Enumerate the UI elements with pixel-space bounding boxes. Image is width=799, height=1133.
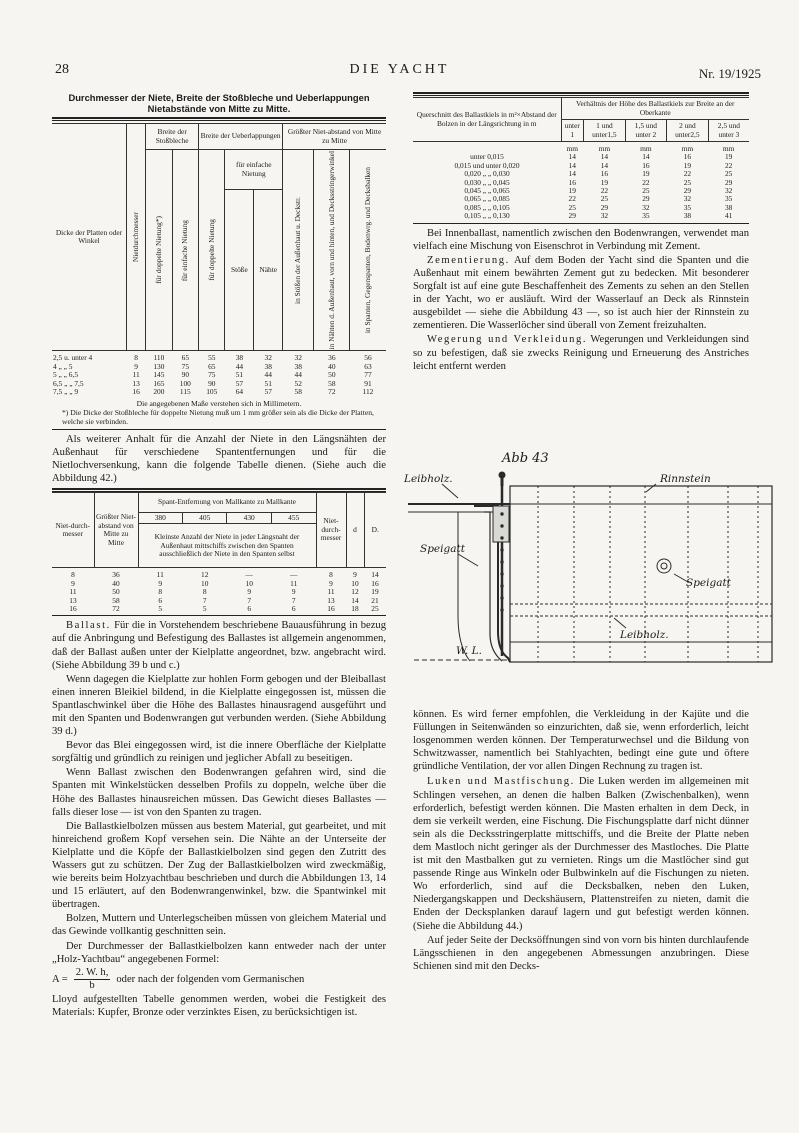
col-n1: in Stößen der Außenhaut u. Deckstr. — [283, 150, 314, 351]
col-verh: Verhältnis der Höhe des Ballastkiels zur Breite an der Oberkante — [561, 98, 749, 120]
col-quer: Querschnitt des Ballastkiels in m²×Abstand der Bolzen in der Längsrichtung in m — [413, 98, 561, 142]
running-head: DIE YACHT — [349, 62, 450, 77]
ballast-bolt-table — [413, 97, 749, 221]
table-row: 0,085 „ „ 0,105 25 29 32 35 38 — [464, 202, 733, 212]
formula: A = $\frac{2. W. h,}{b}$ oder nach der folgenden vom Germanischen — [52, 966, 305, 991]
section-head-wegerung: Wegerung und Verkleidung. — [427, 334, 588, 346]
table1-top-rule — [52, 117, 386, 121]
rivet-table — [52, 123, 386, 397]
table1-note2: *) Die Dicke der Stoßbleche für doppelte Nietung muß um 1 mm größer sein als die Dicke der Platten, welche sie verbinden. — [52, 408, 386, 430]
rivet-count-table — [52, 492, 386, 613]
label-leibholz-bottom: Leibholz. — [620, 629, 669, 641]
paragraph: können. Es wird ferner empfohlen, die Verkleidung in der Kajüte und die Füllungen in Seitenwänden so einzurichten, daß sie, wenn erforderlich, leicht losgenommen werden können. Der Temperaturwechsel und die Bildung von Schwitzwasser, namentlich bei Stahlyachten, bedingt eine gute und öftere gründliche Ventilation, der vor allen Dingen Rechnung zu tragen ist. — [413, 709, 749, 773]
table-row: 0,015 und unter 0,020 14 14 16 19 22 — [454, 160, 733, 170]
span-455: 455 — [271, 512, 316, 523]
span-430: 430 — [227, 512, 271, 523]
col-doppelte2: für doppelte Nietung — [199, 150, 225, 351]
table-row: 0,030 „ „ 0,045 16 19 22 25 29 — [464, 177, 733, 187]
figure-abb-43 — [398, 446, 781, 708]
paragraph: Bei Innenballast, namentlich zwischen den Bodenwrangen, verwendet man vielfach eine Mischung von Eisenschrot in Verbindung mit Zement. — [413, 227, 749, 252]
section-head-luken: Luken und Mastfischung. — [427, 776, 575, 788]
col-einfache: für einfache Nietung — [172, 150, 198, 351]
table3-top-rule — [413, 92, 749, 96]
col-nietdm2: Niet-durch-messer — [316, 492, 346, 567]
table-row: 0,105 „ „ 0,130 29 32 35 38 41 — [464, 211, 733, 221]
label-leibholz-top: Leibholz. — [404, 473, 453, 485]
paragraph: Auf jeder Seite der Decksöffnungen sind von vorn bis hinten durchlaufende Längsschienen in den angegebenen Abmessungen anzubringen. Diese Schienen sind mit den Decks- — [413, 934, 749, 972]
table-row: 0,045 „ „ 0,065 19 22 25 29 32 — [464, 186, 733, 196]
paragraph: Zementierung. Auf dem Boden der Yacht sind die Spanten und die Außenhaut mit einem bewährten Zement gut zu bedecken. Mit besonderer Sorgfalt ist auf eine gute Beschaffenheit des Zements zu sehen an den Stellen in der Yacht, wo er ausläuft. Wird der Wasserlauf an Deck als Rinnstein ausgebildet — siehe die Abbildung 43 —, so ist auch hier der Rinnstein zu zementieren. Die Wasserlöcher sind überall von Zement freizuhalten. — [413, 254, 749, 332]
figure-caption: Abb 43 — [502, 451, 549, 466]
col-n2: in Nähten d. Außenhaut, vorn und hinten, und Decksstringerwinkel — [314, 150, 350, 351]
section-head-ballast: Ballast. — [66, 620, 111, 632]
paragraph: Der Durchmesser der Ballastkielbolzen kann entweder nach der unter „Holz-Yachtbau“ angegebenen Formel: — [52, 940, 386, 965]
col-einfache2: für einfache Nietung — [225, 150, 283, 190]
table-row: unter 0,015 14 14 14 16 19 — [470, 152, 733, 162]
label-speigatt-right: Speigatt — [686, 577, 731, 589]
col-abstand: Größter Niet-abstand von Mitte zu Mitte — [94, 492, 138, 567]
span-405: 405 — [182, 512, 226, 523]
col-ratio: 2 und unter2,5 — [666, 120, 708, 142]
table1-title: Durchmesser der Niete, Breite der Stoßbleche und Ueberlappungen Nietabstände von Mitte zu Mitte. — [68, 92, 370, 114]
table-row: 2,5 u. unter 4 8 110 65 55 38 32 32 36 56 — [53, 353, 372, 363]
col-naehte: Nähte — [254, 190, 283, 351]
paragraph: Ballast. Für die in Vorstehendem beschriebene Bauausführung in bezug auf die Anbringung und Befestigung des Ballastes ist allgemein angenommen, daß der Ballast außen unter der Kielplatte angeordnet, bzw. angebracht wird. (Siehe Abbildung 39 b und c.) — [52, 620, 386, 671]
label-speigatt-left: Speigatt — [420, 543, 465, 555]
paragraph: Bolzen, Muttern und Unterlegscheiben müssen von gleichem Material und das Gewinde vollkantig geschnitten sein. — [52, 913, 386, 938]
col-d: d — [346, 492, 364, 567]
table-row: 13 58 6 7 7 7 13 14 21 — [69, 595, 379, 605]
label-rinnstein: Rinnstein — [660, 473, 711, 485]
paragraph: Lloyd aufgestellten Tabelle genommen werden, wobei die Festigkeit des Materials: Kupfer, Bronze oder verzinktes Eisen, zu berücksichtigen ist. — [52, 993, 386, 1018]
table1-note1: Die angegebenen Maße verstehen sich in Millimetern. — [136, 398, 302, 408]
col-n3: in Spanten, Gegenspanten, Bodenwrg. und Decksbalken — [350, 150, 386, 351]
section-head-zement: Zementierung. — [427, 254, 510, 266]
table-row: 0,065 „ „ 0,085 22 25 29 32 35 — [464, 194, 733, 204]
col-ratio: unter 1 — [561, 120, 584, 142]
table-row: 5 „ „ 6,5 11 145 90 75 51 44 44 50 77 — [53, 370, 372, 380]
col-spant: Spant-Entfernung von Mallkante zu Mallkante — [138, 492, 316, 512]
col-ratio: 2,5 und unter 3 — [708, 120, 749, 142]
paragraph: Bevor das Blei eingegossen wird, ist die innere Oberfläche der Kielplatte sorgfältig und gründlich zu reinigen und jeglicher Abfall zu beseitigen. — [52, 740, 386, 765]
col-nietdm: Nietdurchmesser — [126, 124, 145, 351]
page-number: 28 — [55, 62, 69, 77]
col-stossbleche: Breite der Stoßbleche — [146, 124, 199, 150]
table-row: 16 72 5 5 6 6 16 18 25 — [69, 603, 379, 613]
paragraph: Als weiterer Anhalt für die Anzahl der Niete in den Längsnähten der Außenhaut für verschiedene Spantentfernungen und für die Nietlochversenkung, kann die folgende Tabelle dienen. (Siehe auch die Abbildung 42.) — [52, 433, 386, 484]
paragraph: Wegerung und Verkleidung. Wegerungen und Verkleidungen sind so zu befestigen, daß sie zwecks Reinigung und Erneuerung des Anstriches leicht entfernt werden — [413, 334, 749, 372]
col-ratio: 1 und unter1,5 — [584, 120, 626, 142]
table-row: 7,5 „ „ 9 16 200 115 105 64 57 58 72 112 — [53, 387, 374, 397]
paragraph: Wenn Ballast zwischen den Bodenwrangen gefahren wird, sind die Spanten mit Winkelstücken desselben Profils zu doppeln, welche über die Höhe des Ballastes hinausreichen müssen. Das Gewicht dieses Ballastes — falls dieser lose — ist von den Spanten zu tragen. — [52, 767, 386, 818]
paragraph: Luken und Mastfischung. Die Luken werden im allgemeinen mit Schlingen versehen, an denen die halben Balken (Zwischenbalken), wenn erforderlich, befestigt werden können. Die Masten erhalten in dem Deck, in dem sie verkeilt werden, eine Fischung. Die Fischungsplatte darf nicht dünner sein als die Decksstringerplatte mittschiffs, und die Breite der Platte neben dem Mastloch nicht geringer als der Durchmesser des Mastloches. Die Platte ist mit den Mastbalken gut zu vernieten. Rings um die Mastlöcher sind gut passende Ringe aus Winkeln oder Bulbwinkeln auf die Fischungen zu nieten. Wo erforderlich, sind auf die Decksbalken, neben den Luken, Niedergangskappen und Deckshäusern, Plattenstreifen zu nieten, damit die Enden der Decksplanken darauf lagern und gut befestigt werden können. (Siehe die Abbildung 44.) — [413, 776, 750, 932]
table-row: 9 40 9 10 10 11 9 10 16 — [71, 578, 379, 588]
span-380: 380 — [138, 512, 182, 523]
label-wl: W. L. — [456, 645, 482, 657]
paragraph: Die Ballastkielbolzen müssen aus bestem Material, gut gearbeitet, und mit hinreichend großem Kopf versehen sein. Die Nähte an der Unterseite der Kielplatte und die Köpfe der Ballastkielbolzen sind gegen den Zutritt des Wassers gut zu schützen. Der Zug der Ballastkielbolzen wird zweckmäßig, wie bereits beim Holzyachtbau beschrieben und durch die Abbildungen 13, 14 und 15 erläutert, auf den Bodenwrangenwinkel, bzw. die Spantwinkel mit übertragen. — [52, 820, 386, 911]
table-row: 8 36 11 12 — — 8 9 14 — [71, 570, 379, 580]
col-nietdm: Niet-durch-messer — [52, 492, 94, 567]
unit-row: mm mm mm mm mm — [566, 144, 735, 153]
table-row: 6,5 „ „ 7,5 13 165 100 90 57 51 52 58 91 — [53, 378, 372, 388]
col-dicke: Dicke der Platten oder Winkel — [52, 124, 126, 351]
table-row: 0,020 „ „ 0,030 14 16 19 22 25 — [464, 169, 733, 179]
right-column-lower — [413, 708, 749, 974]
table-row: 4 „ „ 5 9 130 75 65 44 38 38 40 63 — [53, 361, 372, 371]
col-stoesse: Stöße — [225, 190, 254, 351]
left-column — [52, 92, 386, 1020]
table-row: 11 50 8 8 9 9 11 12 19 — [69, 587, 379, 597]
col-D: D. — [364, 492, 386, 567]
paragraph: Wenn dagegen die Kielplatte zur hohlen Form gebogen und der Bleiballast einen inneren Bleikiel bildend, in die Kielplatte eingegossen ist, müssen die Spantlaschwinkel über die Höhe des Ballastes hinausragend ausgeführt und mit den Spanten und Bodenwrangen gut verbunden werden. (Siehe Abbildung 39 d.) — [52, 673, 386, 738]
right-column — [413, 92, 749, 374]
col-doppelte: für doppelte Nietung*) — [146, 150, 172, 351]
col-kleinste: Kleinste Anzahl der Niete in jeder Längsnaht der Außenhaut mittschiffs zwischen den Spanten ausschließlich der Niete in den Spanten selbst — [138, 524, 316, 568]
col-nietabstand: Größter Niet-abstand von Mitte zu Mitte — [283, 124, 386, 150]
col-ratio: 1,5 und unter 2 — [625, 120, 666, 142]
col-ueberlapp: Breite der Ueberlappungen — [199, 124, 283, 150]
issue-number: Nr. 19/1925 — [698, 66, 761, 81]
figure-drawing — [398, 446, 781, 708]
